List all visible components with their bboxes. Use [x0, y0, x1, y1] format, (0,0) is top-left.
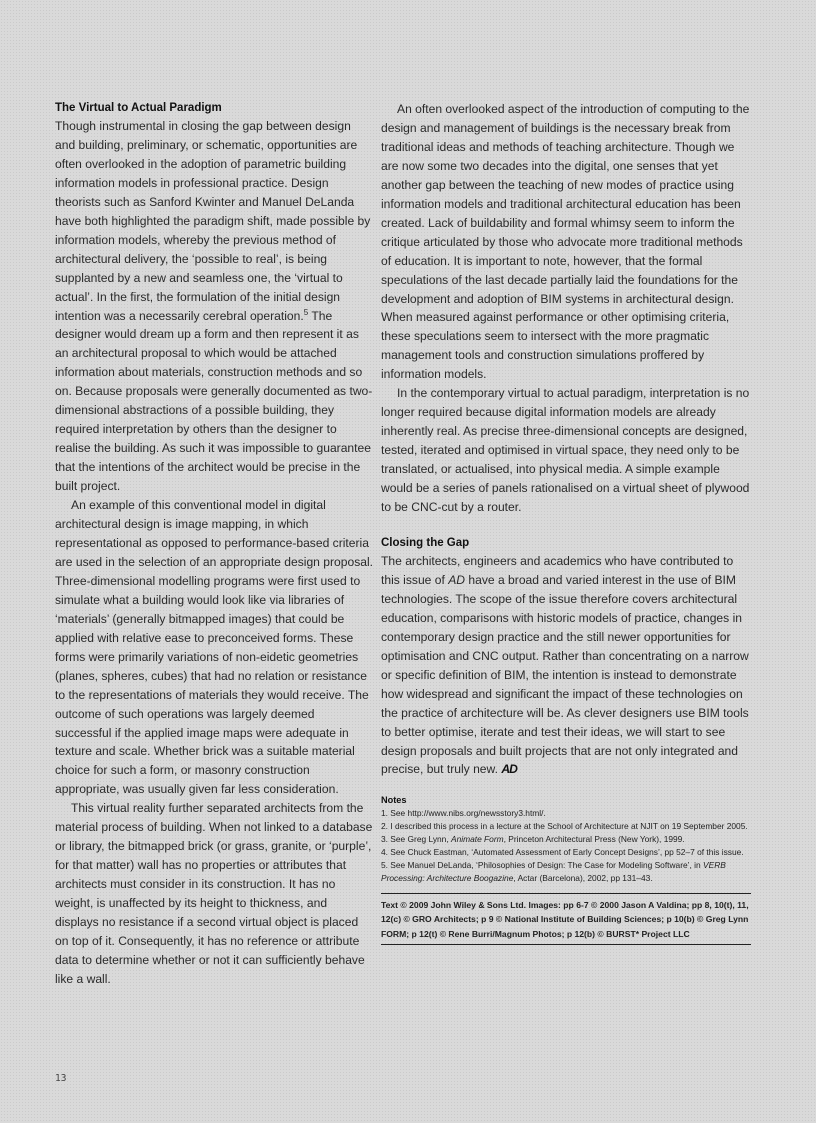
note-text: , Actar (Barcelona), 2002, pp 131–43. [513, 872, 653, 883]
paragraph-text: The architects, engineers and academics who have contributed to this issue of [381, 553, 734, 587]
paragraph-text: have a broad and varied interest in the use of BIM technologies. The scope of the issue therefore covers architectural education, comparisons with historic models of practice, changes in contemporary design practice and the still newer opportunities for optimisation and CNC output. Rather than concentrating on a narrow or specific definition of BIM, the intention is instead to demonstrate how widespread and significant the impact of these technologies on the practice of architecture will be. As clever designers use BIM tools to better optimise, iterate and test their ideas, we will start to see design proposals and built projects that are not only integrated and precise, but truly new. [381, 572, 749, 777]
note-title-italic: Animate Form [451, 834, 504, 845]
notes-heading: Notes [381, 795, 407, 806]
image-credits: Text © 2009 John Wiley & Sons Ltd. Images: pp 6-7 © 2000 Jason A Valdina; pp 8, 10(t), 11, 12(c) © GRO Architects; p 9 © National Institute of Building Sciences; p 10(b) © Greg Lynn FORM; p 12(t) © Rene Burri/Magnum Photos; p 12(b) © BURST* Project LLC [381, 893, 751, 945]
section-heading-closing-the-gap: Closing the Gap [381, 536, 470, 549]
paragraph: In the contemporary virtual to actual paradigm, interpretation is no longer required because digital information models are already inherently real. As precise three-dimensional concepts are designed, tested, iterated and optimised in virtual space, they need only to be translated, or actualised, into physical media. A simple example would be a series of panels rationalised on a virtual sheet of plywood to be CNC-cut by a router. [381, 386, 750, 515]
left-column [55, 100, 373, 989]
paragraph-text: The designer would dream up a form and then represent it as an architectural proposal to which would be attached information about materials, construction methods and so on. Because proposals were generally documented as two-dimensional abstractions of a possible building, they required interpretation by others than the designer to realise the building. As such it was impossible to guarantee that the intentions of the architect would be precise in the built project. [55, 308, 373, 494]
note-item: 1. See http://www.nibs.org/newsstory3.html/. [381, 808, 546, 819]
paragraph-text: Though instrumental in closing the gap between design and building, preliminary, or schematic, opportunities are often overlooked in the adoption of parametric building information models in professional practice. Design theorists such as Sanford Kwinter and Manuel DeLanda have both highlighted the paradigm shift, made possible by information models, whereby the previous method of architectural delivery, the ‘possible to real’, is being supplanted by a new and seamless one, the ‘virtual to actual’. In the first, the formulation of the initial design intention was a necessarily cerebral operation. [55, 119, 371, 323]
note-text: , Princeton Architectural Press (New York), 1999. [503, 834, 685, 845]
paragraph: This virtual reality further separated architects from the material process of building. When not linked to a database or library, the bitmapped brick (or grass, granite, or ‘purple’, for that matter) wall has no properties or attributes that architects must consider in its construction. It has no weight, is unaffected by its height to thickness, and displays no resistance if a second virtual object is placed on top of it. Consequently, it has no reference or attribute data to determine whether or not it can sufficiently behave like a wall. [55, 801, 373, 986]
footnote-marker: 5 [303, 307, 309, 317]
note-text: 5. See Manuel DeLanda, ‘Philosophies of Design: The Case for Modeling Software’, in [381, 860, 704, 871]
note-title-italic: VERB Processing: Architecture Boogazine [381, 860, 726, 883]
page-number: 13 [55, 1073, 67, 1084]
paragraph: An example of this conventional model in digital architectural design is image mapping, in which representational as opposed to performance-based criteria are used in the selection of an appropriate design proposal. Three-dimensional modelling programs were first used to simulate what a building would look like via libraries of ‘materials’ (generally bitmapped images) that could be applied with relative ease to preconceived forms. These forms were primarily variations of non-eidetic geometries (planes, spheres, cubes) that had no relation or resistance to the representations of materials they would receive. The outcome of such operations was largely deemed successful if the applied image maps were adequate in texture and scale. Whether brick was a suitable material choice for such a form, or masonry construction appropriate, was usually given far less consideration. [55, 498, 374, 797]
right-column [381, 100, 751, 945]
note-item: 4. See Chuck Eastman, ‘Automated Assessment of Early Concept Designs’, pp 52–7 of this issue. [381, 847, 744, 858]
note-item: 2. I described this process in a lecture at the School of Architecture at NJIT on 19 September 2005. [381, 821, 748, 832]
notes-section [381, 793, 751, 884]
paragraph [55, 117, 373, 496]
note-item [381, 859, 751, 885]
note-item [381, 833, 751, 846]
note-text: 3. See Greg Lynn, [381, 834, 451, 845]
paragraph [381, 552, 751, 779]
section-heading-virtual-to-actual: The Virtual to Actual Paradigm [55, 102, 222, 114]
ad-end-mark-icon: AD [501, 762, 517, 777]
ad-magazine-name: AD [448, 572, 466, 587]
paragraph: An often overlooked aspect of the introduction of computing to the design and management of buildings is the necessary break from traditional ideas and methods of teaching architecture. Though we are now some two decades into the digital, one senses that yet another gap between the teaching of new modes of practice using information models and traditional architectural education has been created. Lack of buildability and formal whimsy seem to inform the critique articulated by those who advocate more traditional methods of education. It is important to note, however, that the formal speculations of the last decade partially laid the foundations for the development and adoption of BIM systems in architectural design. When measured against performance or other optimising criteria, these speculations seem to intersect with the more pragmatic management tools and construction simulations proffered by information models. [381, 102, 750, 382]
